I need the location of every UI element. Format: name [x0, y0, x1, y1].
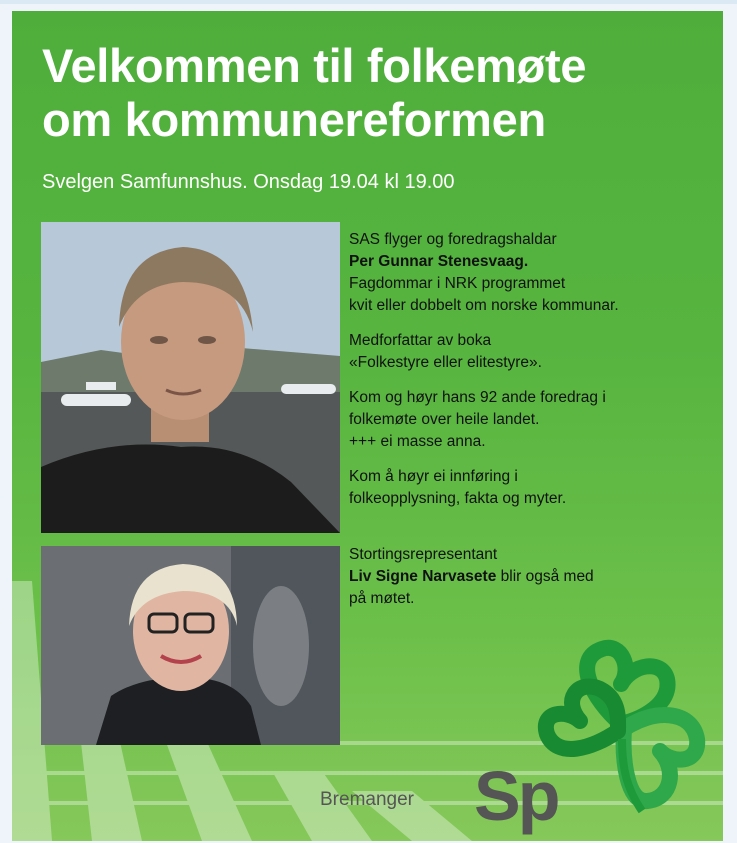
speaker1-intro-2: folkeopplysning, fakta og myter. [349, 490, 567, 507]
speaker1-tv-program: kvit eller dobbelt om norske kommunar. [349, 297, 619, 314]
title-line-2: om kommunereformen [42, 93, 546, 146]
event-location-time: Svelgen Samfunnshus. Onsdag 19.04 kl 19.00 [42, 171, 455, 193]
speaker1-photo [41, 222, 340, 533]
speaker2-attending: blir også med [496, 568, 594, 585]
speaker2-description [349, 544, 594, 623]
speaker1-portrait-illustration [41, 222, 340, 533]
speaker2-portrait-illustration [41, 546, 340, 745]
speaker1-name: Per Gunnar Stenesvaag. [349, 253, 529, 270]
event-poster [12, 11, 723, 841]
speaker1-book-label: Medforfattar av boka [349, 332, 492, 349]
speaker1-talks-1: Kom og høyr hans 92 ande foredrag i [349, 389, 606, 406]
speaker1-description [349, 229, 619, 523]
clover-logo-icon [532, 639, 710, 817]
speaker1-role: SAS flyger og foredragshaldar [349, 231, 557, 248]
speaker1-tv-role: Fagdommar i NRK programmet [349, 275, 566, 292]
poster-title [42, 39, 586, 147]
top-border [0, 0, 737, 4]
speaker2-role: Stortingsrepresentant [349, 546, 498, 563]
municipality-name: Bremanger [320, 789, 414, 810]
speaker1-book-title: «Folkestyre eller elitestyre». [349, 354, 542, 371]
speaker2-photo [41, 546, 340, 745]
speaker2-meeting: på møtet. [349, 590, 415, 607]
speaker2-name: Liv Signe Narvasete [349, 568, 497, 585]
title-line-1: Velkommen til folkemøte [42, 39, 587, 92]
party-logo-text: Sp [474, 757, 558, 835]
speaker1-talks-2: folkemøte over heile landet. [349, 411, 540, 428]
speaker1-talks-3: +++ ei masse anna. [349, 433, 486, 450]
speaker1-intro-1: Kom å høyr ei innføring i [349, 468, 518, 485]
